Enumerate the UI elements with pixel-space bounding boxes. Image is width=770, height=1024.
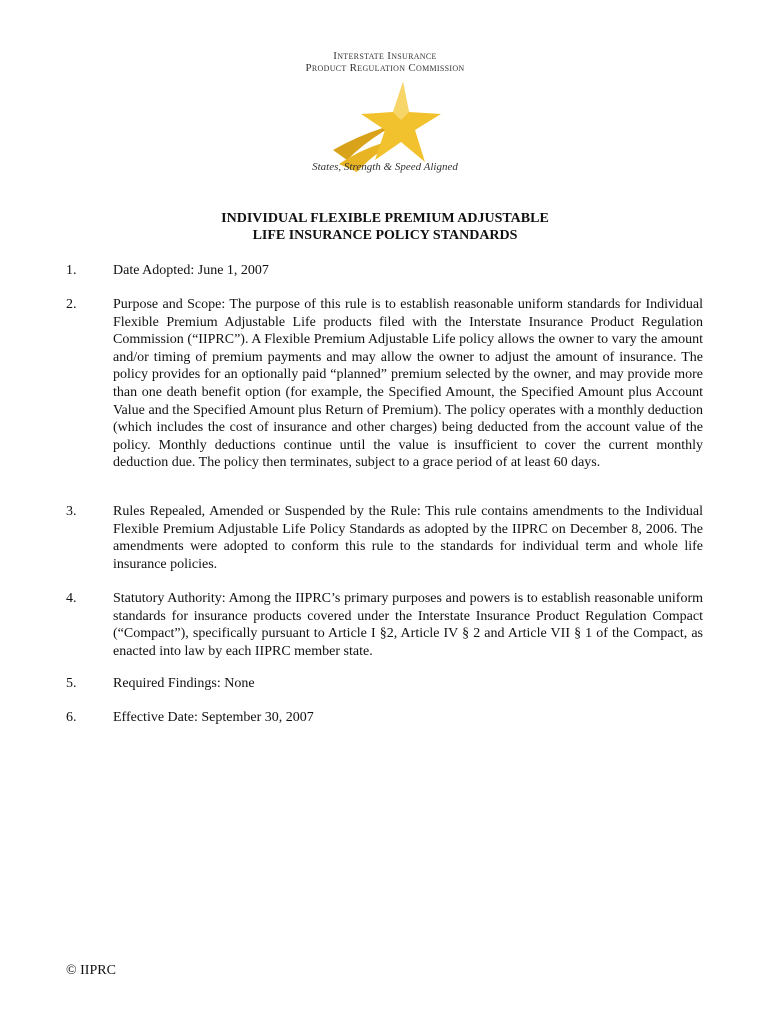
section-rules-repealed xyxy=(66,503,703,573)
document-title xyxy=(0,210,770,244)
logo-tagline: States, Strength & Speed Aligned xyxy=(312,161,458,173)
section-number: 1. xyxy=(66,263,77,278)
section-required-findings xyxy=(66,675,703,693)
section-text: Statutory Authority: Among the IIPRC’s primary purposes and powers is to establish reasonable uniform standards for insurance products covered under the Interstate Insurance Product Regulation Compact (“Compact”), specifically pursuant to Article I §2, Article IV § 2 and Article VII § 1 of the Compact, as enacted into law by each IIPRC member state. xyxy=(113,591,703,659)
section-text: Date Adopted: June 1, 2007 xyxy=(113,263,269,278)
title-line-2: LIFE INSURANCE POLICY STANDARDS xyxy=(252,228,518,243)
title-line-1: INDIVIDUAL FLEXIBLE PREMIUM ADJUSTABLE xyxy=(221,211,549,226)
logo-org-name-line2: Product Regulation Commission xyxy=(305,62,465,74)
section-date-adopted xyxy=(66,262,703,280)
iiprc-logo xyxy=(285,50,485,180)
section-text: Purpose and Scope: The purpose of this rule is to establish reasonable uniform standards for Individual Flexible Premium Adjustable Life products filed with the Interstate Insurance Product Regulation Commission (“IIPRC”). A Flexible Premium Adjustable Life policy allows the owner to vary the amount and/or timing of premium payments and may allow the owner to adjust the amount of insurance. The policy provides for an optionally paid “planned” premium selected by the owner, and may provide more than one death benefit option (for example, the Specified Amount, the Specified Amount plus Account Value and the Specified Amount plus Return of Premium). The policy operates with a monthly deduction (which includes the cost of insurance and other charges) being deducted from the account value of the policy. Monthly deductions continue until the value is insufficient to cover the current monthly deduction due. The policy then terminates, subject to a grace period of at least 60 days. xyxy=(113,297,703,471)
section-statutory-authority xyxy=(66,590,703,660)
section-number: 5. xyxy=(66,676,77,691)
copyright-footer: © IIPRC xyxy=(66,963,116,978)
section-number: 3. xyxy=(66,504,77,519)
logo-star-highlight xyxy=(393,82,409,120)
section-number: 2. xyxy=(66,297,77,312)
section-number: 4. xyxy=(66,591,77,606)
section-text: Rules Repealed, Amended or Suspended by the Rule: This rule contains amendments to the Individual Flexible Premium Adjustable Life Policy Standards as adopted by the IIPRC on December 8, 2006. The amendments were adopted to conform this rule to the standards for individual term and whole life insurance policies. xyxy=(113,504,703,572)
section-purpose-and-scope xyxy=(66,296,703,472)
section-text: Required Findings: None xyxy=(113,676,255,691)
section-text: Effective Date: September 30, 2007 xyxy=(113,710,314,725)
section-effective-date xyxy=(66,709,703,727)
logo-org-name-line1: Interstate Insurance xyxy=(333,50,437,62)
section-number: 6. xyxy=(66,710,77,725)
